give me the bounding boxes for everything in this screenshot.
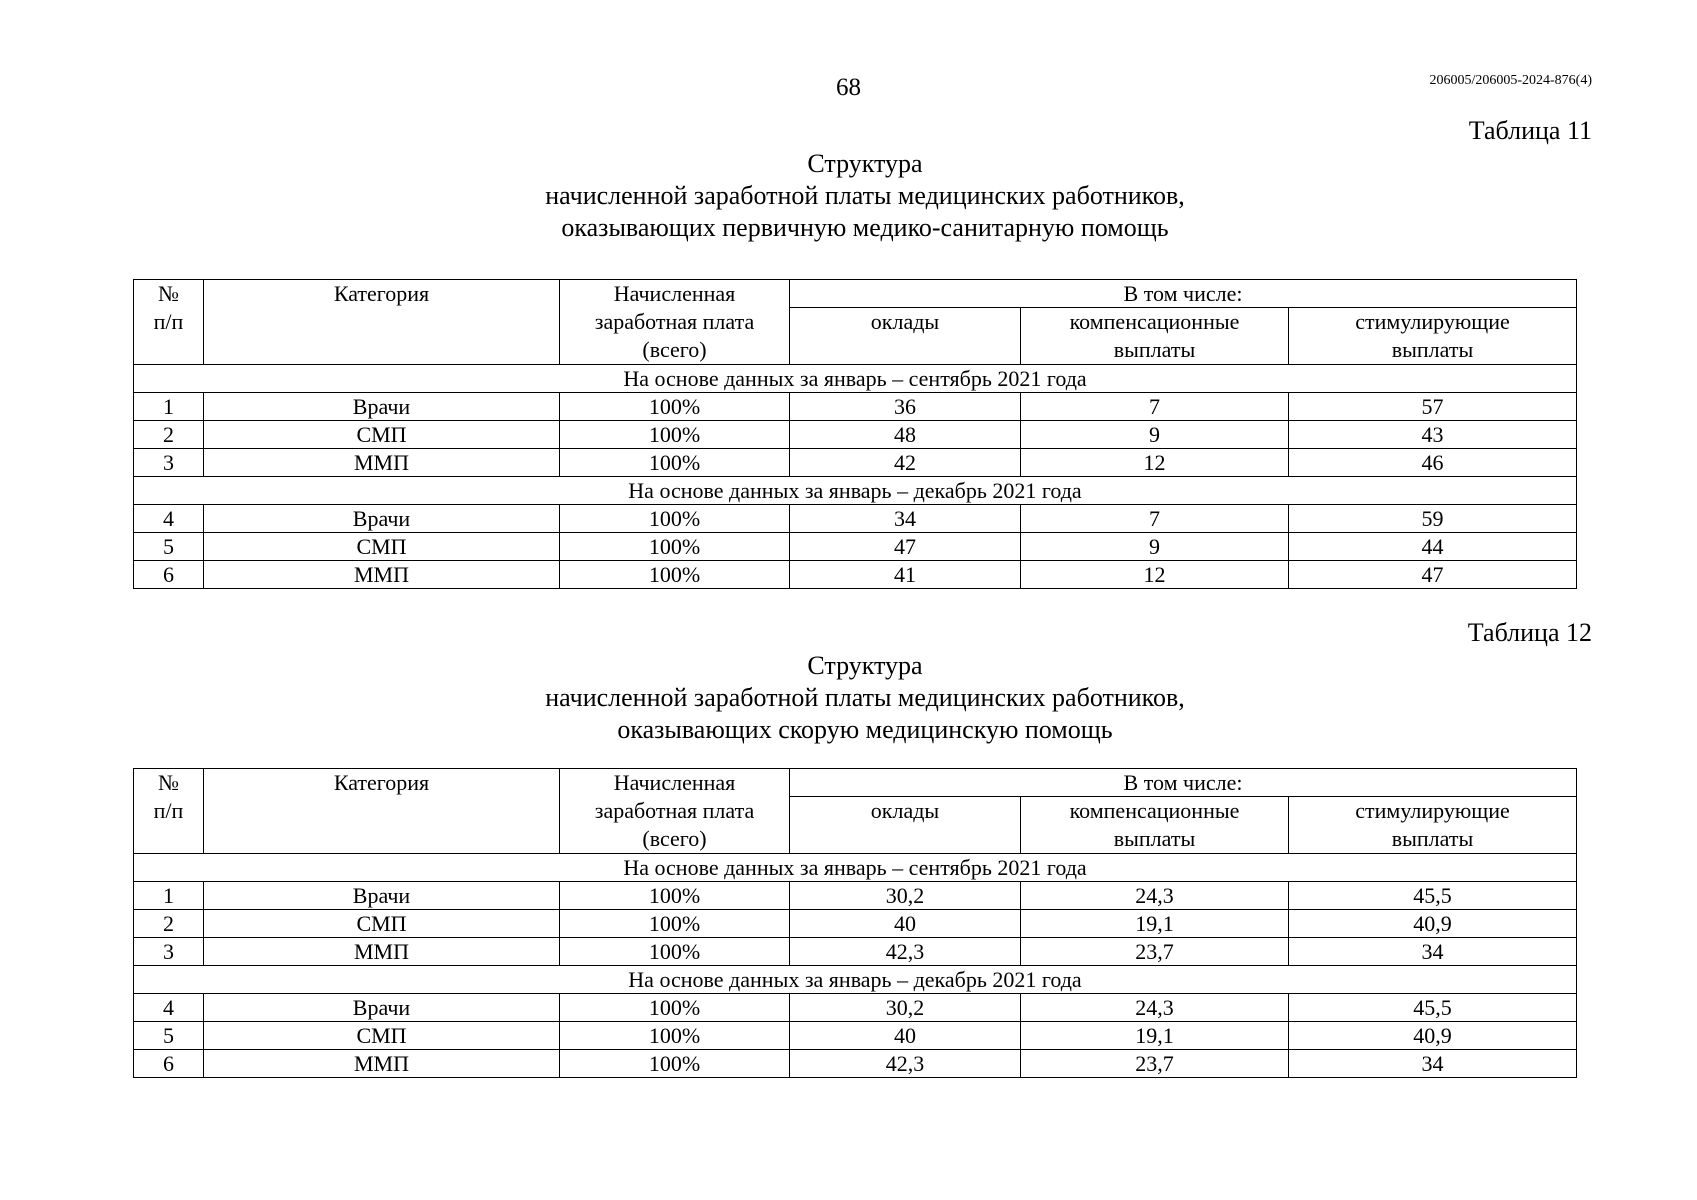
cell-salary: 42,3: [790, 1050, 1021, 1078]
cell-category: ММП: [204, 561, 560, 589]
cell-number: 4: [134, 505, 204, 533]
table-row: [134, 910, 1577, 938]
header-cell-category: Категория: [204, 769, 560, 854]
table-row: [134, 1022, 1577, 1050]
cell-salary: 36: [790, 393, 1021, 421]
cell-salary: 40: [790, 1022, 1021, 1050]
cell-number: 4: [134, 994, 204, 1022]
cell-number: 1: [134, 393, 204, 421]
cell-number: 5: [134, 1022, 204, 1050]
cell-compensation: 9: [1021, 533, 1289, 561]
cell-category: ММП: [204, 938, 560, 966]
section-row: [134, 966, 1577, 994]
cell-total: 100%: [560, 994, 790, 1022]
page-number: 68: [836, 74, 861, 101]
table-row: [134, 994, 1577, 1022]
cell-compensation: 19,1: [1021, 1022, 1289, 1050]
cell-compensation: 19,1: [1021, 910, 1289, 938]
cell-category: СМП: [204, 533, 560, 561]
cell-total: 100%: [560, 882, 790, 910]
table-row: [134, 421, 1577, 449]
salary-structure-table: [133, 768, 1577, 1078]
cell-compensation: 23,7: [1021, 1050, 1289, 1078]
header-cell-total: Начисленная заработная плата (всего): [560, 280, 790, 365]
cell-compensation: 23,7: [1021, 938, 1289, 966]
cell-stimulating: 47: [1289, 561, 1577, 589]
cell-category: СМП: [204, 421, 560, 449]
cell-compensation: 7: [1021, 505, 1289, 533]
header-cell-category: Категория: [204, 280, 560, 365]
table-row: [134, 505, 1577, 533]
cell-total: 100%: [560, 1022, 790, 1050]
header-cell-compensation: компенсационные выплаты: [1021, 797, 1289, 854]
salary-structure-table: [133, 279, 1577, 589]
table-header-row: [134, 280, 1577, 308]
header-cell-stimulating: стимулирующие выплаты: [1289, 308, 1577, 365]
header-cell-salary: оклады: [790, 797, 1021, 854]
table-caption: Таблица 11: [1468, 116, 1592, 145]
cell-number: 1: [134, 882, 204, 910]
cell-salary: 48: [790, 421, 1021, 449]
cell-stimulating: 40,9: [1289, 910, 1577, 938]
table-row: [134, 449, 1577, 477]
cell-stimulating: 45,5: [1289, 882, 1577, 910]
cell-number: 6: [134, 561, 204, 589]
cell-category: Врачи: [204, 505, 560, 533]
title-line: Структура: [807, 651, 923, 680]
table-row: [134, 1050, 1577, 1078]
cell-category: Врачи: [204, 994, 560, 1022]
cell-compensation: 9: [1021, 421, 1289, 449]
cell-salary: 42,3: [790, 938, 1021, 966]
cell-category: СМП: [204, 1022, 560, 1050]
header-cell-salary: оклады: [790, 308, 1021, 365]
cell-stimulating: 34: [1289, 1050, 1577, 1078]
cell-number: 3: [134, 449, 204, 477]
cell-number: 6: [134, 1050, 204, 1078]
cell-total: 100%: [560, 505, 790, 533]
section-row: [134, 365, 1577, 393]
cell-compensation: 12: [1021, 449, 1289, 477]
cell-total: 100%: [560, 421, 790, 449]
header-cell-stimulating: стимулирующие выплаты: [1289, 797, 1577, 854]
cell-total: 100%: [560, 561, 790, 589]
header-cell-number: № п/п: [134, 769, 204, 854]
table-row: [134, 938, 1577, 966]
section-row: [134, 854, 1577, 882]
header-cell-including: В том числе:: [790, 769, 1577, 797]
cell-total: 100%: [560, 910, 790, 938]
table-header-row: [134, 769, 1577, 797]
cell-category: Врачи: [204, 393, 560, 421]
cell-category: ММП: [204, 1050, 560, 1078]
table-title: [0, 650, 1697, 746]
table-row: [134, 882, 1577, 910]
section-label: На основе данных за январь – сентябрь 2021 года: [134, 365, 1577, 393]
cell-salary: 42: [790, 449, 1021, 477]
title-line: Структура: [807, 149, 923, 178]
table-row: [134, 561, 1577, 589]
title-line: начисленной заработной платы медицинских работников,: [545, 181, 1185, 210]
header-cell-total: Начисленная заработная плата (всего): [560, 769, 790, 854]
cell-compensation: 12: [1021, 561, 1289, 589]
cell-total: 100%: [560, 938, 790, 966]
cell-salary: 30,2: [790, 994, 1021, 1022]
cell-salary: 30,2: [790, 882, 1021, 910]
header-cell-compensation: компенсационные выплаты: [1021, 308, 1289, 365]
cell-number: 5: [134, 533, 204, 561]
cell-stimulating: 40,9: [1289, 1022, 1577, 1050]
cell-category: СМП: [204, 910, 560, 938]
cell-stimulating: 44: [1289, 533, 1577, 561]
cell-salary: 47: [790, 533, 1021, 561]
title-line: оказывающих скорую медицинскую помощь: [617, 715, 1113, 744]
cell-number: 3: [134, 938, 204, 966]
section-row: [134, 477, 1577, 505]
cell-stimulating: 57: [1289, 393, 1577, 421]
cell-salary: 34: [790, 505, 1021, 533]
table-row: [134, 393, 1577, 421]
cell-stimulating: 34: [1289, 938, 1577, 966]
title-line: начисленной заработной платы медицинских работников,: [545, 683, 1185, 712]
cell-stimulating: 59: [1289, 505, 1577, 533]
cell-compensation: 24,3: [1021, 994, 1289, 1022]
cell-number: 2: [134, 421, 204, 449]
cell-number: 2: [134, 910, 204, 938]
section-label: На основе данных за январь – сентябрь 2021 года: [134, 854, 1577, 882]
cell-compensation: 7: [1021, 393, 1289, 421]
cell-category: ММП: [204, 449, 560, 477]
title-line: оказывающих первичную медико-санитарную помощь: [561, 213, 1169, 242]
cell-salary: 40: [790, 910, 1021, 938]
cell-stimulating: 43: [1289, 421, 1577, 449]
document-code: 206005/206005-2024-876(4): [1429, 73, 1592, 88]
section-label: На основе данных за январь – декабрь 2021 года: [134, 477, 1577, 505]
cell-compensation: 24,3: [1021, 882, 1289, 910]
cell-stimulating: 45,5: [1289, 994, 1577, 1022]
cell-total: 100%: [560, 1050, 790, 1078]
header-cell-including: В том числе:: [790, 280, 1577, 308]
section-label: На основе данных за январь – декабрь 2021 года: [134, 966, 1577, 994]
cell-total: 100%: [560, 449, 790, 477]
table-title: [0, 148, 1697, 244]
cell-total: 100%: [560, 533, 790, 561]
cell-stimulating: 46: [1289, 449, 1577, 477]
cell-category: Врачи: [204, 882, 560, 910]
cell-salary: 41: [790, 561, 1021, 589]
table-caption: Таблица 12: [1467, 618, 1592, 647]
table-row: [134, 533, 1577, 561]
cell-total: 100%: [560, 393, 790, 421]
header-cell-number: № п/п: [134, 280, 204, 365]
